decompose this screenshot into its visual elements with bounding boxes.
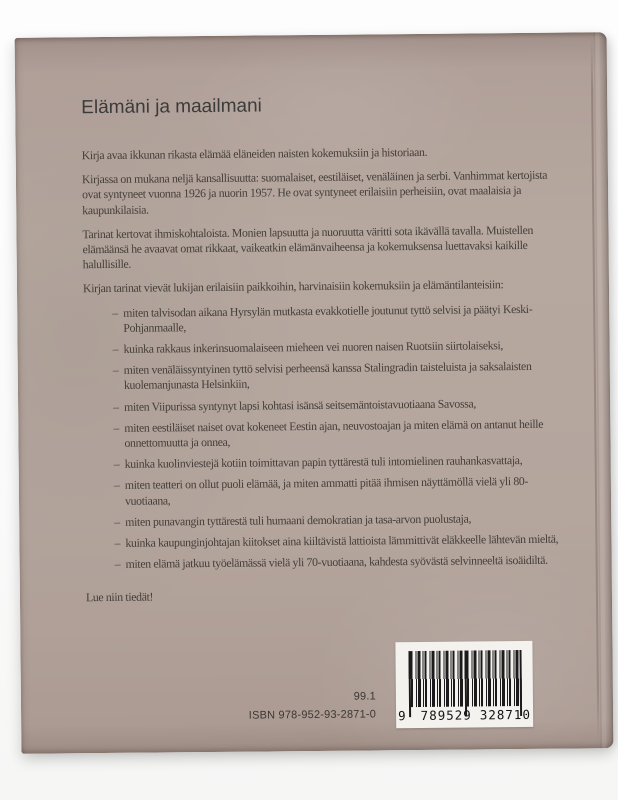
book-back-cover xyxy=(15,32,614,754)
story-list xyxy=(83,301,562,572)
dash-bullet: – xyxy=(114,535,121,550)
story-item xyxy=(113,338,560,357)
dash-bullet: – xyxy=(113,399,119,414)
dash-bullet: – xyxy=(112,363,119,378)
story-item xyxy=(115,553,562,572)
cover-text-block xyxy=(81,93,562,615)
story-item-text: miten teatteri on ollut puoli elämää, ja miten ammatti pitää ihmisen näyttämöllä vielä yli 80-vuotiaana, xyxy=(124,474,529,508)
barcode-digit-lead: 9 xyxy=(398,708,407,724)
story-item-text: miten eestiläiset naiset ovat kokeneet Eestin ajan, neuvostoajan ja miten elämä on antanut heille onnettomuutta ja onnea, xyxy=(124,416,544,450)
list-lead-paragraph: Kirjan tarinat vievät lukijan erilaisiin paikkoihin, harvinaisiin kokemuksiin ja elämäntilanteisiin: xyxy=(82,277,504,296)
story-item-text: kuinka rakkaus inkerinsuomalaiseen mieheen vei nuoren naisen Ruotsiin siirtolaiseksi, xyxy=(123,338,504,356)
classification-number: 99.1 xyxy=(353,690,376,703)
cover-title: Elämäni ja maailmani xyxy=(81,95,262,119)
story-item xyxy=(114,453,561,472)
intro-paragraph: Kirja avaa ikkunan rikasta elämää eläneiden naisten kokemuksiin ja historiaan. xyxy=(81,144,428,163)
story-item xyxy=(112,301,559,336)
dash-bullet: – xyxy=(112,341,119,356)
story-item xyxy=(114,532,561,551)
story-item xyxy=(114,474,561,509)
story-item-text: miten Viipurissa syntynyt lapsi kohtasi isänsä seitsemäntoistavuotiaana Savossa, xyxy=(124,396,476,414)
story-item-text: miten venäläissyntyinen tyttö selvisi perheensä kanssa Stalingradin taisteluista ja saksalaisten kuolemanjunasta Helsinkiin, xyxy=(123,359,532,393)
dash-bullet: – xyxy=(113,478,120,493)
nationalities-paragraph: Kirjassa on mukana neljä kansallisuutta: suomalaiset, eestiläiset, venäläinen ja serbi. Vanhimmat kertojista ovat syntyneet vuonna 1926 ja nuorin 1957. He ovat syntyneet erilaisiin perheisiin, ovat maalaisia ja kaupunkilaisia. xyxy=(81,167,548,217)
story-item-text: miten talvisodan aikana Hyrsylän mutkasta evakkotielle joutunut tyttö selvisi ja päätyi Keski-Pohjanmaalle, xyxy=(123,301,533,335)
barcode-digit-group1: 789529 xyxy=(420,707,472,723)
story-item xyxy=(113,359,560,394)
dash-bullet: – xyxy=(112,305,118,320)
codes-block xyxy=(249,690,377,722)
story-item-text: kuinka kuolinviestejä kotiin toimittavan papin tyttärestä tuli intomielinen rauhankasvattaja, xyxy=(124,453,523,472)
story-item-text: kuinka kaupunginjohtajan kiitokset aina kiiltävistä lattioista lämmittivät eläkkeelle lähtevän mieltä, xyxy=(125,531,559,550)
story-item xyxy=(113,395,560,414)
story-item-text: miten punavangin tyttärestä tuli humaani demokratian ja tasa-arvon puolustaja, xyxy=(125,511,472,529)
dash-bullet: – xyxy=(113,457,120,472)
dash-bullet: – xyxy=(114,557,121,572)
story-item xyxy=(114,510,561,529)
story-item-text: miten elämä jatkuu työelämässä vielä yli 70-vuotiaana, kahdesta syövästä selvinneeltä isoäidiltä. xyxy=(125,553,548,572)
barcode-digit-group2: 328710 xyxy=(479,706,532,723)
dash-bullet: – xyxy=(113,420,119,435)
story-item xyxy=(113,416,560,451)
closing-line: Lue niin tiedät! xyxy=(85,590,154,605)
isbn-number: ISBN 978-952-93-2871-0 xyxy=(248,708,377,722)
barcode-digits xyxy=(396,707,533,723)
stories-paragraph: Tarinat kertovat ihmiskohtaloista. Monien lapsuutta ja nuoruutta väritti sota ikävällä tavalla. Muistellen elämäänsä he avaavat omat rikkaat, vaikeatkin elämänvaiheensa ja kokemuksensa luettavaksi kaikille halullisille. xyxy=(82,222,534,272)
dash-bullet: – xyxy=(114,514,120,529)
barcode xyxy=(395,641,533,728)
